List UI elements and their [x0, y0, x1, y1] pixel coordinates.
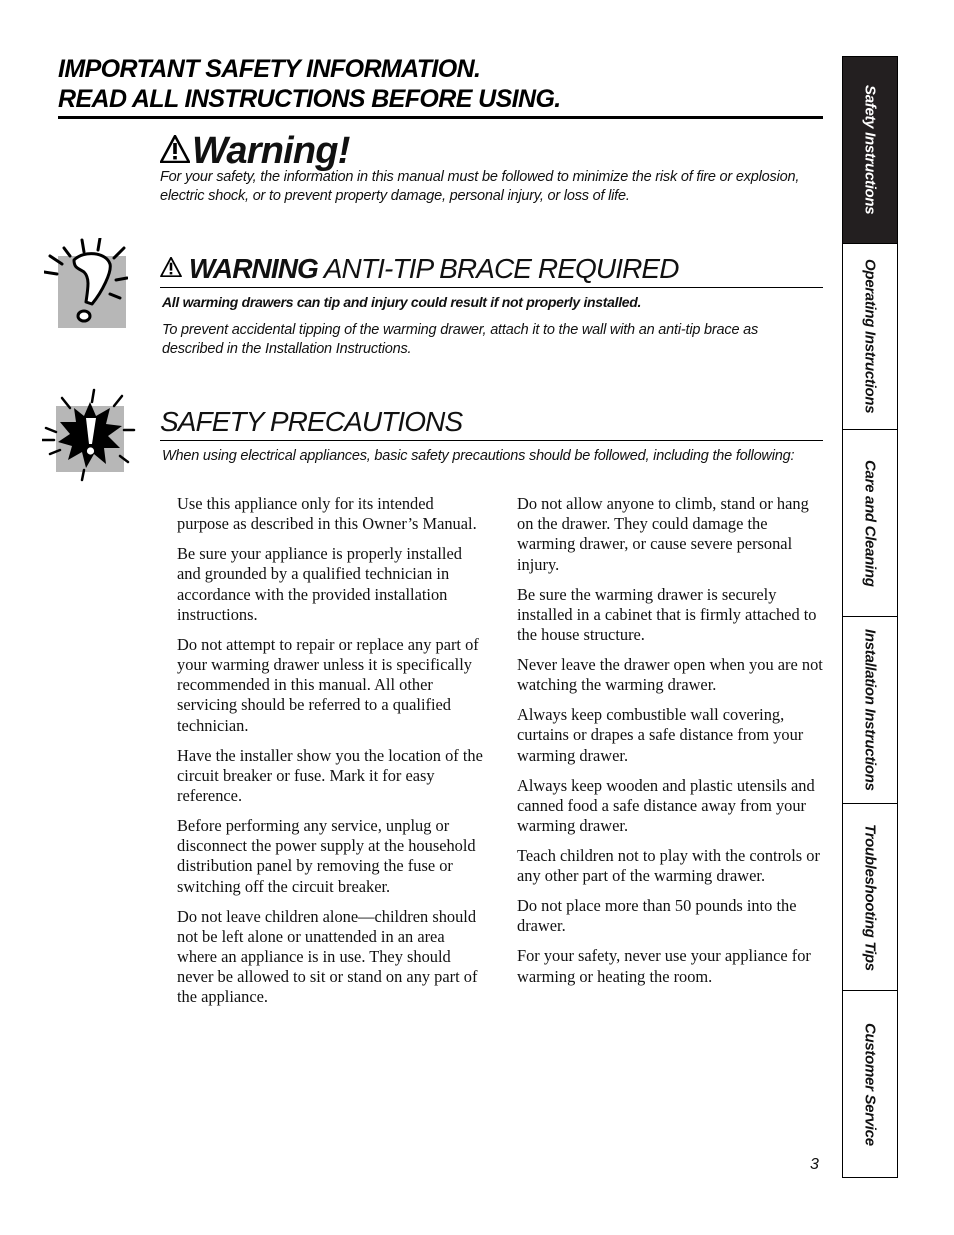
precaution-item: Teach children not to play with the controls or any other part of the warming drawer.: [517, 846, 820, 886]
header-line-2: READ ALL INSTRUCTIONS BEFORE USING.: [58, 85, 561, 113]
warning-title-text: Warning!: [192, 130, 350, 172]
tab-customer-service[interactable]: [842, 991, 898, 1178]
precaution-item: For your safety, never use your appliance for warming or heating the room.: [517, 946, 811, 986]
precautions-title: SAFETY PRECAUTIONS: [160, 406, 463, 437]
tab-care-and-cleaning[interactable]: [842, 430, 898, 617]
precaution-item: Never leave the drawer open when you are not watching the warming drawer.: [517, 655, 823, 695]
tab-label: Operating Instructions: [861, 258, 879, 414]
precaution-item: Do not allow anyone to climb, stand or hang on the drawer. They could damage the warming drawer, or cause severe personal injury.: [517, 494, 809, 574]
anti-tip-text: To prevent accidental tipping of the warming drawer, attach it to the wall with an anti-tip brace as described in the Installation Instructions.: [162, 322, 759, 357]
anti-tip-label: ANTI-TIP BRACE REQUIRED: [323, 253, 679, 284]
tab-installation-instructions[interactable]: [842, 617, 898, 804]
tab-label: Troubleshooting Tips: [861, 823, 879, 971]
precautions-intro: When using electrical appliances, basic safety precautions should be followed, including the following:: [162, 448, 795, 464]
tab-troubleshooting-tips[interactable]: [842, 804, 898, 991]
precautions-right-column: [517, 494, 823, 997]
tab-label: Safety Instructions: [861, 85, 879, 215]
page-number: 3: [810, 1156, 819, 1173]
precaution-item: Do not place more than 50 pounds into the drawer.: [517, 896, 797, 936]
precaution-item: Always keep combustible wall covering, curtains or drapes a safe distance from your warming drawer.: [517, 705, 804, 765]
precautions-heading: [160, 405, 462, 439]
warning-triangle-icon: [160, 257, 182, 277]
exclamation-burst-icon: [44, 238, 128, 335]
precaution-item: Before performing any service, unplug or disconnect the power supply at the household distribution panel by removing the fuse or switching off the circuit breaker.: [177, 816, 476, 896]
precaution-item: Have the installer show you the location of the circuit breaker or fuse. Mark it for easy reference.: [177, 745, 483, 806]
warning-triangle-icon: [160, 135, 190, 163]
warning-text: For your safety, the information in this manual must be followed to minimize the risk of fire or explosion, electric shock, or to prevent property damage, personal injury, or loss of life.: [160, 169, 800, 204]
exclamation-starburst-icon: [42, 388, 136, 487]
tab-label: Customer Service: [861, 1022, 879, 1146]
tab-operating-instructions[interactable]: [842, 243, 898, 430]
precaution-item: Use this appliance only for its intended purpose as described in this Owner’s Manual.: [177, 494, 477, 534]
page-header: [58, 54, 823, 114]
header-rule: [58, 116, 823, 119]
tab-label: Installation Instructions: [861, 629, 879, 791]
anti-tip-heading: [160, 252, 679, 286]
precaution-item: Do not leave children alone—children should not be left alone or unattended in an area where an appliance is in use. They should never be allowed to sit or stand on any part of the appliance.: [177, 906, 478, 1007]
anti-tip-rule: [160, 287, 823, 288]
precaution-item: Be sure your appliance is properly installed and grounded by a qualified technician in accordance with the provided installation instructions.: [177, 544, 462, 624]
header-line-1: IMPORTANT SAFETY INFORMATION.: [58, 55, 481, 83]
tab-label: Care and Cleaning: [861, 459, 879, 587]
anti-tip-label-bold: WARNING: [188, 253, 318, 284]
precaution-item: Always keep wooden and plastic utensils and canned food a safe distance away from your warming drawer.: [517, 775, 815, 836]
precautions-rule: [160, 440, 823, 441]
precaution-item: Be sure the warming drawer is securely installed in a cabinet that is firmly attached to the house structure.: [517, 584, 817, 645]
precautions-left-column: [177, 494, 483, 1017]
precaution-item: Do not attempt to repair or replace any part of your warming drawer unless it is specifically recommended in this manual. All other servicing should be referred to a qualified technician.: [177, 634, 479, 735]
anti-tip-bold-text: All warming drawers can tip and injury could result if not properly installed.: [162, 294, 642, 310]
tab-safety-instructions[interactable]: [842, 56, 898, 244]
